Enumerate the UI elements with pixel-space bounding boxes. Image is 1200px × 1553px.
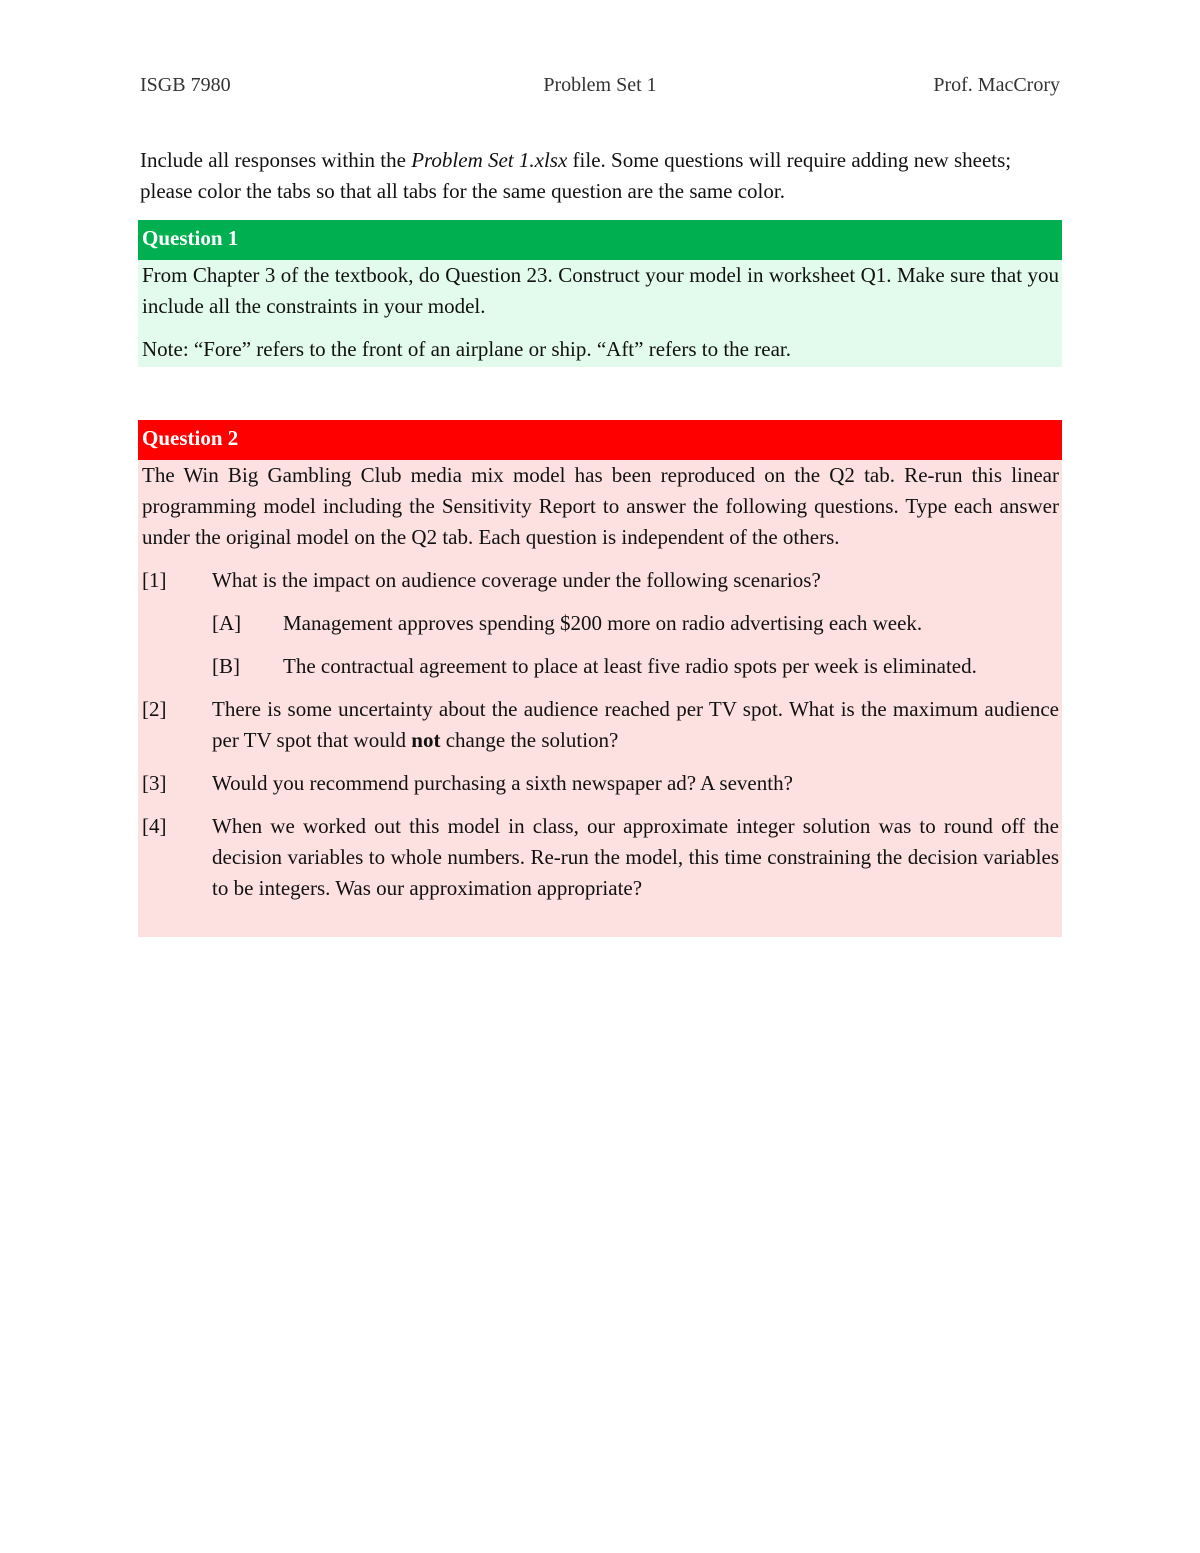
item-number: [4]	[142, 814, 167, 838]
intro-filename: Problem Set 1.xlsx	[411, 148, 568, 172]
question-2-title: Question 2	[138, 420, 1062, 460]
sub-list-item	[212, 608, 1059, 639]
question-1-text: From Chapter 3 of the textbook, do Question 23. Construct your model in worksheet Q1. Make sure that you include all the constraints in your model.	[142, 263, 1059, 318]
question-1-title: Question 1	[138, 220, 1062, 260]
sub-item-text: Management approves spending $200 more on radio advertising each week.	[283, 611, 923, 635]
question-1-note: Note: “Fore” refers to the front of an airplane or ship. “Aft” refers to the rear.	[142, 337, 791, 361]
item-number: [2]	[142, 697, 167, 721]
sub-item-number: [B]	[212, 654, 240, 678]
question-2-block	[138, 420, 1062, 937]
list-item	[142, 768, 1059, 799]
document-title: Problem Set 1	[543, 74, 657, 96]
instructor-name: Prof. MacCrory	[933, 74, 1060, 96]
item-text: What is the impact on audience coverage under the following scenarios?	[212, 568, 821, 592]
item-text-bold: not	[411, 728, 441, 752]
item-text-before: There is some uncertainty about the audience reached per TV spot. What is the maximum audience per TV spot that would	[212, 697, 1059, 752]
intro-paragraph	[140, 145, 1060, 207]
sub-item-text: The contractual agreement to place at least five radio spots per week is eliminated.	[283, 654, 977, 678]
list-item	[142, 694, 1059, 756]
question-1-body	[138, 260, 1062, 367]
question-1-block	[138, 220, 1062, 367]
sub-list-item	[212, 651, 1059, 682]
question-2-text: The Win Big Gambling Club media mix model has been reproduced on the Q2 tab. Re-run this linear programming model including the Sensitivity Report to answer the following questions. Type each answer under the original model on the Q2 tab. Each question is independent of the others.	[142, 463, 1059, 549]
intro-text-before: Include all responses within the	[140, 148, 412, 172]
intro-text-after: file. Some questions will require adding new sheets; please color the tabs so that all tabs for the same question are the same color.	[140, 148, 1012, 203]
list-item	[142, 811, 1059, 904]
item-text	[212, 694, 1059, 756]
item-number: [1]	[142, 568, 167, 592]
item-text-after: change the solution?	[440, 728, 619, 752]
item-text: When we worked out this model in class, our approximate integer solution was to round off the decision variables to whole numbers. Re-run the model, this time constraining the decision variables to be integers. Was our approximation appropriate?	[212, 814, 1059, 900]
list-item	[142, 565, 1059, 596]
page-header	[140, 74, 1060, 104]
course-code: ISGB 7980	[140, 74, 231, 96]
item-number: [3]	[142, 771, 167, 795]
sub-item-number: [A]	[212, 611, 242, 635]
item-text: Would you recommend purchasing a sixth newspaper ad? A seventh?	[212, 771, 793, 795]
question-2-body	[138, 460, 1062, 937]
